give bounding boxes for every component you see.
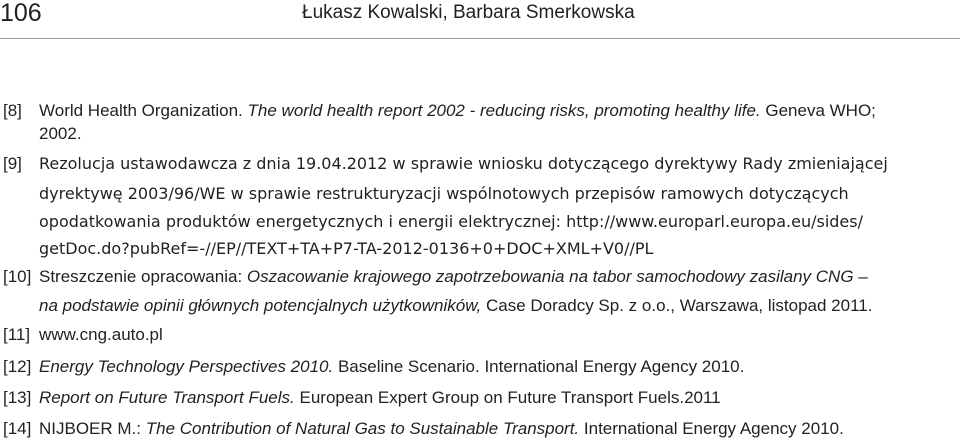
reference-url-line: getDoc.do?pubRef=-//EP//TEXT+TA+P7-TA-2012-0136+0+DOC+XML+V0//PL: [39, 239, 654, 258]
page-number: 106: [0, 0, 42, 27]
reference-line: [39, 291, 872, 321]
reference-line: dyrektywę 2003/96/WE w sprawie restrukturyzacji wspólnotowych przepisów ramowych dotyczących: [39, 184, 849, 203]
reference-publisher: Case Doradcy Sp. z o.o., Warszawa, listopad 2011.: [486, 296, 873, 315]
reference-lead: Streszczenie opracowania:: [39, 267, 243, 286]
reference-number: [9]: [3, 154, 22, 173]
running-head-authors: Łukasz Kowalski, Barbara Smerkowska: [302, 2, 635, 23]
reference-title: na podstawie opinii głównych potencjalnych użytkowników,: [39, 296, 482, 315]
reference-publisher: International Energy Agency 2010.: [583, 419, 844, 438]
reference-publisher: European Expert Group on Future Transport Fuels.2011: [299, 388, 721, 407]
reference-line: [39, 383, 721, 413]
reference-title: Oszacowanie krajowego zapotrzebowania na tabor samochodowy zasilany CNG –: [246, 267, 868, 286]
reference-line: Rezolucja ustawodawcza z dnia 19.04.2012 w sprawie wniosku dotyczącego dyrektywy Rady zmieniającej: [39, 154, 888, 173]
reference-number: [8]: [3, 101, 22, 120]
reference-number: [13]: [3, 388, 32, 407]
reference-title: The world health report 2002 - reducing risks, promoting healthy life.: [247, 101, 761, 120]
reference-number: [12]: [3, 357, 32, 376]
reference-number: [10]: [3, 267, 32, 286]
header-divider: [0, 38, 960, 39]
reference-author: NIJBOER M.:: [39, 419, 142, 438]
page-header: [0, 0, 960, 30]
reference-line: [39, 262, 868, 292]
reference-title: Report on Future Transport Fuels.: [39, 388, 295, 407]
reference-line: opodatkowania produktów energetycznych i energii elektrycznej: http://www.europarl.europa.eu/sides/: [39, 212, 863, 231]
reference-line: [39, 414, 844, 444]
reference-number: [14]: [3, 419, 32, 438]
reference-year: 2002.: [39, 124, 82, 143]
reference-publisher: Geneva WHO;: [765, 101, 876, 120]
reference-link: www.cng.auto.pl: [39, 325, 163, 344]
reference-title: The Contribution of Natural Gas to Sustainable Transport.: [145, 419, 580, 438]
reference-number: [11]: [3, 325, 31, 344]
reference-line: [39, 352, 744, 382]
reference-title: Energy Technology Perspectives 2010.: [39, 357, 334, 376]
reference-line: [39, 96, 876, 126]
reference-author: World Health Organization.: [39, 101, 243, 120]
reference-publisher: Baseline Scenario. International Energy Agency 2010.: [337, 357, 745, 376]
